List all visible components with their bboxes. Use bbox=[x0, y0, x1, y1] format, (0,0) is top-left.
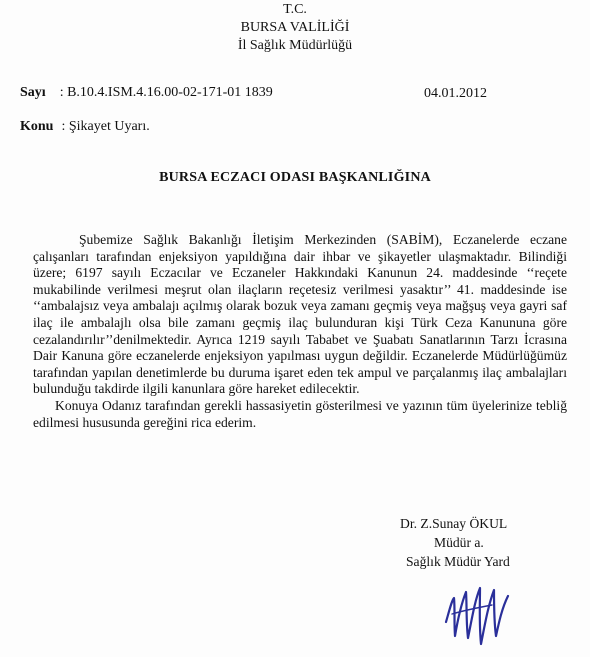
signatory-name: Dr. Z.Sunay ÖKUL bbox=[400, 516, 508, 531]
header-directorate: İl Sağlık Müdürlüğü bbox=[237, 38, 353, 53]
sayi-value: : B.10.4.ISM.4.16.00-02-171-01 1839 bbox=[59, 85, 273, 100]
addressee-heading: BURSA ECZACI ODASI BAŞKANLIĞINA bbox=[159, 170, 431, 185]
header-tc: T.C. bbox=[283, 2, 307, 17]
body-paragraph-2: Konuya Odanız tarafından gerekli hassasiyetin gösterilmesi ve yazının tüm üyelerinize tebliğ edilmesi hususunda gereğini rica ederim. bbox=[33, 397, 567, 430]
konu-row bbox=[20, 117, 150, 135]
signatory-title-2: Sağlık Müdür Yard bbox=[406, 554, 510, 569]
sayi-row bbox=[20, 83, 273, 101]
sayi-label: Sayı bbox=[20, 85, 46, 100]
signature-block bbox=[400, 514, 580, 571]
body-paragraph-1: Şubemize Sağlık Bakanlığı İletişim Merkezinden (SABİM), Eczanelerde eczane çalışanları tarafından enjeksiyon yapıldığına dair ihbar ve şikayetler ulaşmaktadır. Bilindiği üzere; 6197 sayılı Eczacılar ve Eczaneler Hakkındaki Kanunun 24. maddesinde ‘‘reçete mukabilinde verilmesi meşrut olan ilaçların reçetesiz verilmesi yasaktır’’ 41. maddesinde ise ‘‘ambalajsız veya ambalajı açılmış olarak bozuk veya zamanı geçmiş veya mağşuş veya gayri saf ilaç ile ambalajlı olsa bile zamanı geçmiş ilaç bulunduran kişi Türk Ceza Kanununa göre cezalandırılır’’denilmektedir. Ayrıca 1219 sayılı Tababet ve Şuabatı Sanatlarının Tarzı İcrasına Dair Kanuna göre eczanelerde enjeksiyon yapılması uygun değildir. Eczanelerde Müdürlüğümüz tarafından yapılan denetimlerde bu duruma işaret eden tek ampul ve parçalanmış ilaç ambalajları bulunduğu takdirde ilgili kanunlara göre hareket edilecektir. bbox=[33, 232, 567, 397]
document-date: 04.01.2012 bbox=[424, 86, 487, 101]
signatory-title-1: Müdür a. bbox=[434, 535, 484, 550]
header-governorship: BURSA VALİLİĞİ bbox=[240, 20, 350, 35]
konu-value: : Şikayet Uyarı. bbox=[61, 119, 150, 134]
handwritten-signature-icon bbox=[442, 578, 512, 650]
konu-label: Konu bbox=[20, 119, 54, 134]
letter-body bbox=[33, 232, 567, 431]
